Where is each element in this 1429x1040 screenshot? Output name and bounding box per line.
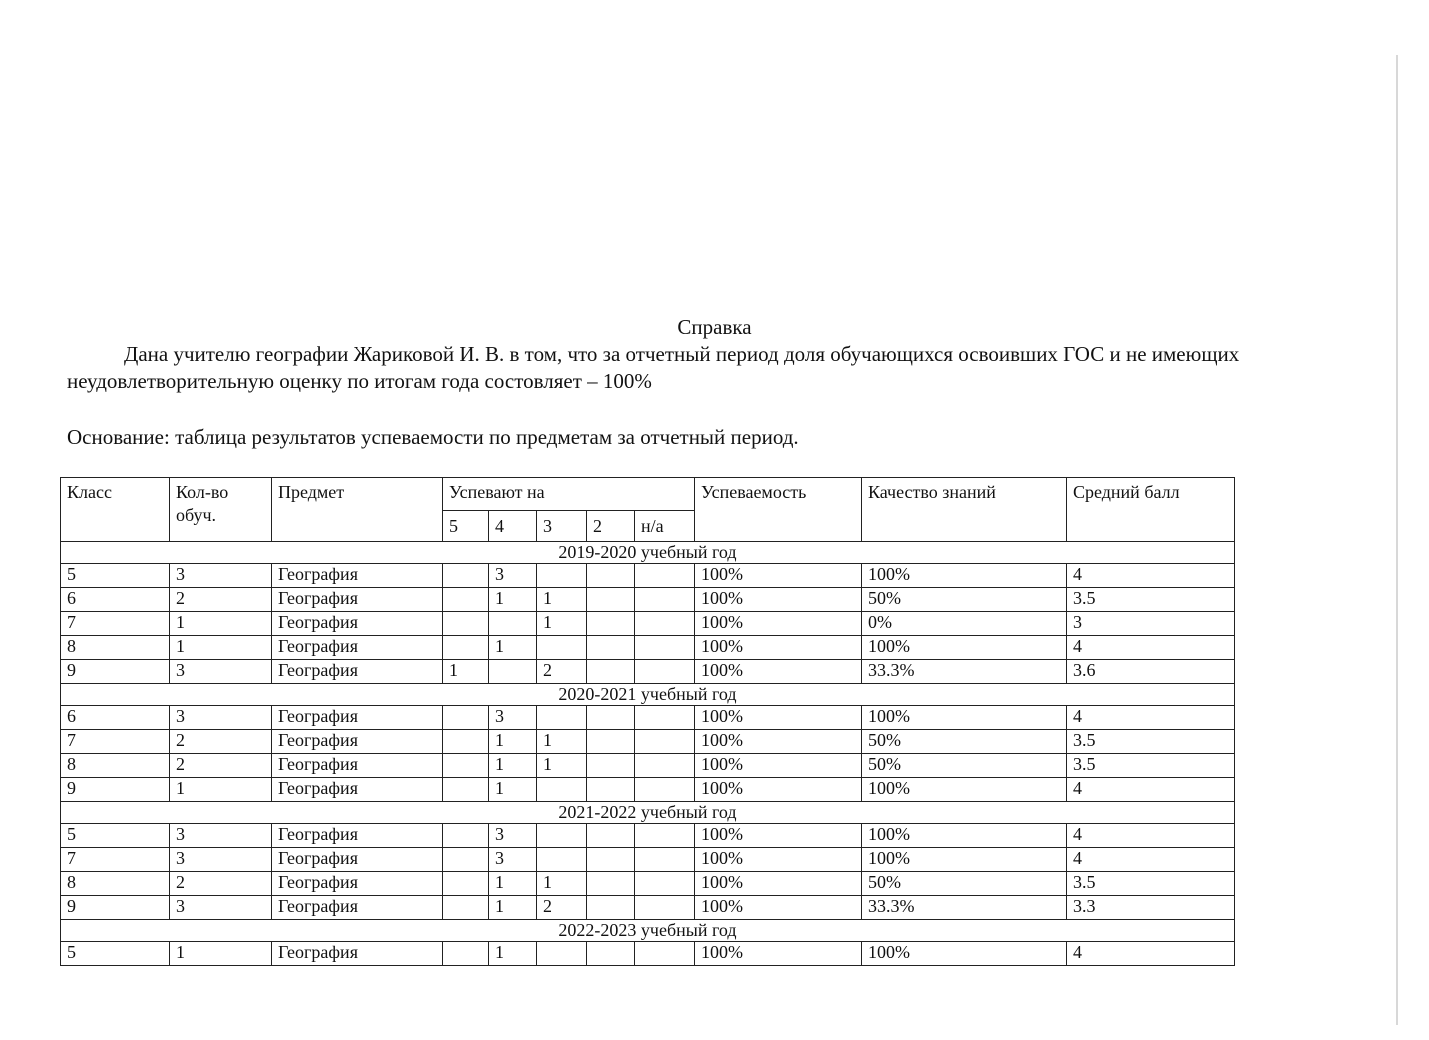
cell-klass: 6 [61,706,170,730]
cell-grade-2 [587,778,635,802]
cell-quality: 50% [862,754,1067,778]
cell-grade-5 [443,706,489,730]
table-row [61,730,1235,754]
cell-count: 2 [170,872,272,896]
cell-count: 1 [170,942,272,966]
cell-grade-4 [489,612,537,636]
cell-klass: 5 [61,824,170,848]
year-section-row [61,684,1235,706]
cell-klass: 7 [61,848,170,872]
document-paragraph [67,341,1327,395]
cell-quality: 100% [862,848,1067,872]
cell-grade-2 [587,660,635,684]
cell-subject: География [272,612,443,636]
cell-grade-3: 2 [537,660,587,684]
cell-progress: 100% [695,730,862,754]
cell-avg: 3.5 [1067,872,1235,896]
cell-count: 3 [170,896,272,920]
year-label: 2021-2022 учебный год [61,802,1235,824]
cell-avg: 4 [1067,706,1235,730]
cell-progress: 100% [695,588,862,612]
cell-avg: 4 [1067,636,1235,660]
cell-klass: 5 [61,942,170,966]
cell-grade-5 [443,636,489,660]
results-table [60,477,1235,966]
cell-grade-na [635,942,695,966]
cell-count: 2 [170,588,272,612]
cell-count: 3 [170,848,272,872]
cell-avg: 3.5 [1067,754,1235,778]
cell-grade-2 [587,636,635,660]
cell-count: 3 [170,564,272,588]
cell-grade-3: 1 [537,730,587,754]
cell-klass: 9 [61,660,170,684]
cell-grade-na [635,636,695,660]
cell-grade-na [635,660,695,684]
cell-grade-5: 1 [443,660,489,684]
cell-grade-5 [443,872,489,896]
header-grade-2: 2 [587,511,635,542]
cell-progress: 100% [695,706,862,730]
header-grade-3: 3 [537,511,587,542]
cell-subject: География [272,896,443,920]
table-row [61,896,1235,920]
cell-quality: 100% [862,824,1067,848]
cell-progress: 100% [695,942,862,966]
cell-grade-4: 1 [489,636,537,660]
cell-grade-3: 2 [537,896,587,920]
cell-grade-5 [443,564,489,588]
cell-grade-4: 3 [489,824,537,848]
cell-grade-3: 1 [537,872,587,896]
cell-subject: География [272,636,443,660]
cell-avg: 4 [1067,778,1235,802]
cell-progress: 100% [695,612,862,636]
cell-klass: 7 [61,612,170,636]
table-header [61,478,1235,542]
cell-avg: 4 [1067,848,1235,872]
cell-avg: 3.3 [1067,896,1235,920]
table-row [61,588,1235,612]
cell-grade-2 [587,612,635,636]
cell-grade-na [635,778,695,802]
cell-grade-na [635,872,695,896]
table-body [61,542,1235,966]
cell-grade-na [635,730,695,754]
header-grade-na: н/а [635,511,695,542]
cell-grade-3: 1 [537,754,587,778]
table-row [61,872,1235,896]
cell-grade-3 [537,824,587,848]
cell-grade-2 [587,824,635,848]
cell-grade-3 [537,778,587,802]
cell-progress: 100% [695,636,862,660]
cell-grade-5 [443,824,489,848]
cell-subject: География [272,872,443,896]
cell-grade-2 [587,706,635,730]
header-grades: Успевают на [443,478,695,511]
table-row [61,942,1235,966]
cell-count: 2 [170,730,272,754]
cell-subject: География [272,824,443,848]
cell-klass: 9 [61,896,170,920]
cell-grade-4: 1 [489,754,537,778]
cell-grade-3: 1 [537,588,587,612]
cell-grade-5 [443,730,489,754]
cell-avg: 3 [1067,612,1235,636]
cell-grade-5 [443,848,489,872]
header-subject: Предмет [272,478,443,542]
cell-grade-2 [587,942,635,966]
cell-grade-4: 1 [489,778,537,802]
cell-grade-4: 1 [489,896,537,920]
cell-grade-na [635,848,695,872]
cell-quality: 33.3% [862,660,1067,684]
cell-progress: 100% [695,754,862,778]
cell-count: 1 [170,612,272,636]
cell-grade-na [635,564,695,588]
cell-quality: 33.3% [862,896,1067,920]
cell-grade-na [635,824,695,848]
basis-line: Основание: таблица результатов успеваемости по предметам за отчетный период. [67,425,799,449]
cell-progress: 100% [695,564,862,588]
table-row [61,778,1235,802]
cell-subject: География [272,564,443,588]
cell-grade-2 [587,588,635,612]
cell-progress: 100% [695,872,862,896]
table-row [61,706,1235,730]
header-klass: Класс [61,478,170,542]
table-row [61,636,1235,660]
header-grade-4: 4 [489,511,537,542]
cell-grade-5 [443,896,489,920]
cell-grade-2 [587,848,635,872]
cell-grade-2 [587,754,635,778]
year-label: 2022-2023 учебный год [61,920,1235,942]
header-row-main [61,478,1235,511]
header-count: Кол-во обуч. [170,478,272,542]
cell-grade-3 [537,848,587,872]
cell-grade-5 [443,588,489,612]
header-progress: Успеваемость [695,478,862,542]
cell-grade-2 [587,896,635,920]
cell-subject: География [272,660,443,684]
cell-progress: 100% [695,896,862,920]
table-row [61,754,1235,778]
cell-avg: 3.5 [1067,588,1235,612]
cell-grade-4: 1 [489,872,537,896]
cell-progress: 100% [695,778,862,802]
header-quality: Качество знаний [862,478,1067,542]
table-row [61,612,1235,636]
cell-klass: 8 [61,872,170,896]
cell-avg: 3.6 [1067,660,1235,684]
cell-grade-5 [443,612,489,636]
cell-grade-na [635,754,695,778]
cell-grade-4 [489,660,537,684]
cell-grade-3 [537,636,587,660]
cell-subject: География [272,588,443,612]
cell-klass: 5 [61,564,170,588]
cell-quality: 100% [862,942,1067,966]
cell-avg: 4 [1067,564,1235,588]
cell-grade-na [635,612,695,636]
cell-subject: География [272,848,443,872]
cell-quality: 50% [862,588,1067,612]
year-section-row [61,542,1235,564]
cell-grade-2 [587,730,635,754]
cell-progress: 100% [695,660,862,684]
cell-klass: 8 [61,754,170,778]
cell-grade-4: 1 [489,942,537,966]
cell-grade-na [635,706,695,730]
cell-grade-3: 1 [537,612,587,636]
cell-klass: 7 [61,730,170,754]
cell-grade-3 [537,706,587,730]
cell-quality: 50% [862,872,1067,896]
cell-grade-4: 3 [489,706,537,730]
cell-count: 2 [170,754,272,778]
cell-quality: 100% [862,706,1067,730]
cell-avg: 3.5 [1067,730,1235,754]
cell-subject: География [272,754,443,778]
cell-grade-5 [443,754,489,778]
cell-grade-2 [587,872,635,896]
document-title: Справка [677,315,752,339]
cell-grade-4: 1 [489,588,537,612]
cell-quality: 50% [862,730,1067,754]
cell-count: 1 [170,778,272,802]
cell-count: 3 [170,824,272,848]
table-row [61,848,1235,872]
cell-grade-4: 3 [489,564,537,588]
cell-count: 3 [170,706,272,730]
cell-avg: 4 [1067,942,1235,966]
header-grade-5: 5 [443,511,489,542]
cell-klass: 8 [61,636,170,660]
cell-quality: 100% [862,636,1067,660]
header-avg: Средний балл [1067,478,1235,542]
cell-grade-5 [443,942,489,966]
table-row [61,824,1235,848]
cell-grade-2 [587,564,635,588]
cell-grade-3 [537,564,587,588]
cell-quality: 100% [862,778,1067,802]
cell-quality: 100% [862,564,1067,588]
year-label: 2019-2020 учебный год [61,542,1235,564]
year-section-row [61,920,1235,942]
cell-count: 1 [170,636,272,660]
cell-grade-4: 1 [489,730,537,754]
year-section-row [61,802,1235,824]
cell-progress: 100% [695,848,862,872]
cell-subject: География [272,942,443,966]
cell-count: 3 [170,660,272,684]
cell-avg: 4 [1067,824,1235,848]
cell-subject: География [272,730,443,754]
cell-progress: 100% [695,824,862,848]
paragraph-text: Дана учителю географии Жариковой И. В. в том, что за отчетный период доля обучающихся освоивших ГОС и не имеющих неудовлетворительную оценку по итогам года состовляет – 100% [67,342,1240,393]
table-row [61,564,1235,588]
year-label: 2020-2021 учебный год [61,684,1235,706]
cell-subject: География [272,778,443,802]
cell-grade-na [635,588,695,612]
cell-grade-na [635,896,695,920]
cell-klass: 9 [61,778,170,802]
table-row [61,660,1235,684]
cell-grade-3 [537,942,587,966]
scan-edge-line [1396,55,1398,1025]
cell-subject: География [272,706,443,730]
cell-quality: 0% [862,612,1067,636]
cell-klass: 6 [61,588,170,612]
cell-grade-4: 3 [489,848,537,872]
cell-grade-5 [443,778,489,802]
